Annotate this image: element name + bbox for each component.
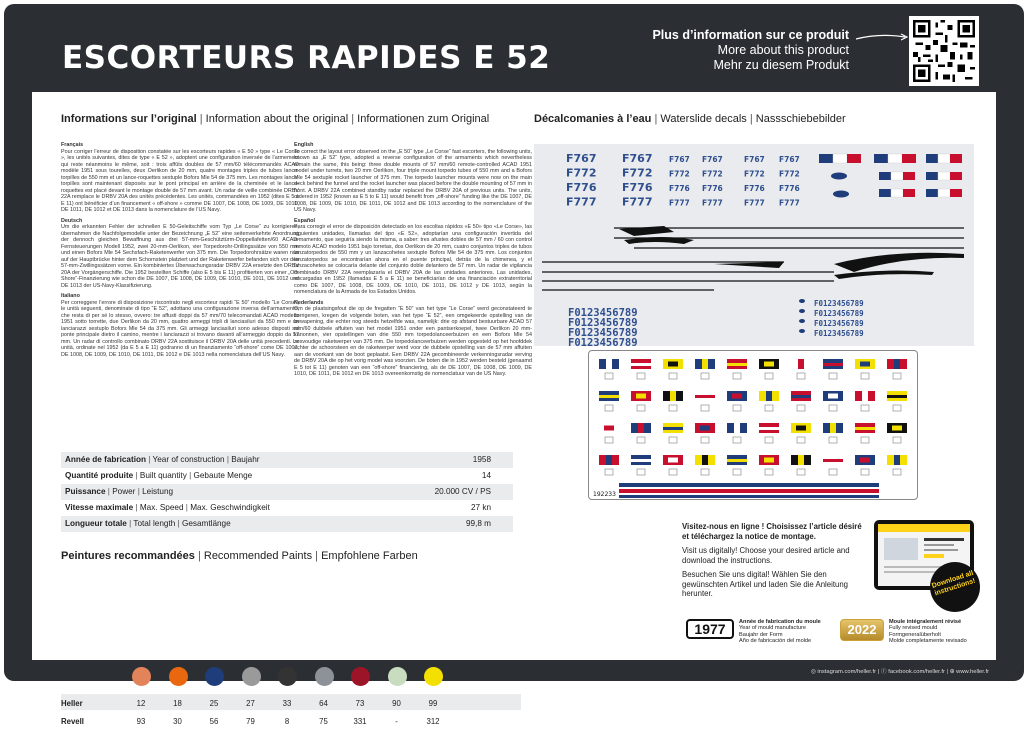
hull-code-decal: F772 <box>566 166 597 180</box>
hull-code-decal: F772 <box>779 169 800 179</box>
hull-code-decal: F776 <box>669 184 690 193</box>
signal-flag <box>663 391 683 411</box>
signal-flag <box>823 391 843 411</box>
digital-instructions-text <box>682 522 862 604</box>
qr-code[interactable] <box>909 16 979 86</box>
decals-heading: Décalcomanies à l’eau | Waterslide decals | Nassschiebebilder <box>534 113 846 125</box>
revell-code: 79 <box>246 717 255 726</box>
spec-row <box>61 468 513 484</box>
signal-flag <box>759 359 779 379</box>
revised-mould-fr: Moule intégralement révisé <box>889 619 962 625</box>
signal-flag <box>855 391 875 411</box>
arrow-right-icon <box>855 32 911 42</box>
spec-table <box>61 452 513 532</box>
hull-code-decal: F776 <box>744 184 765 193</box>
revell-code: 30 <box>173 717 182 726</box>
hull-code-decal: F776 <box>702 184 723 193</box>
signal-flag <box>727 455 747 475</box>
facebook-link[interactable]: facebook.com/heller.fr <box>888 669 945 675</box>
digit-decal-row: F0123456789 <box>568 327 638 339</box>
info-paragraph: Om de plaatsingsfout die op de fregatten “E 50” van het type “Le Corse” werd geconstateerd te corrigeren, kregen de volgende boten, van het type “E 52”, een omgekeerde opstelling van de bewapening, die echter nog steeds hetzelfde was, namelijk: drie op afstand bestuurbare ACAD 57 mm/60 dubbele affuiten van het model 1951 onder een pantserkoepel, twee Oerlikon 20 mm-kanonnen, vier opstellingen van drie 550 mm torpedolanceerbuizen en een Bofors Mle 54 zesvoudige raketwerper van 375 mm. De torpedolanceerbuizen werden opgesteld op het hoofddek achter de schoorsteen en de raketwerper werd voor de dubbele opstelling van de 57 mm affuiten aan de voorkant van de boot geplaatst. Een DRBV 22A gecombineerde verkenningsradar verving de DRBV 20A die op het vorig model was voorzien. De boten die in 1952 werden besteld (genaamd E 5 tot E 11) genoten van een “off-shore” financiering, als de DE 1007, DE 1008, DE 1009, DE 1010, DE 1011, DE 1012 en DE 1013 overeenkomstig de nomenclatuur van de US Navy. <box>294 306 532 377</box>
info-lang-heading: English <box>294 142 314 148</box>
decals-heading-fr: Décalcomanies à l’eau <box>534 113 652 125</box>
spec-value: 27 kn <box>470 503 491 512</box>
hull-code-decal: F767 <box>566 152 597 165</box>
revell-code: 93 <box>136 717 146 726</box>
info-heading-en: Information about the original <box>205 113 349 125</box>
info-heading: Informations sur l’original | Information about the original | Informationen zum Original <box>61 113 490 125</box>
mould-year-badge: 1977 <box>686 619 734 639</box>
spec-label: Longueur totale | Total length | Gesamtlänge <box>65 519 231 528</box>
decal-sheet <box>534 144 974 349</box>
paint-swatch <box>242 667 261 686</box>
paint-swatch <box>205 667 224 686</box>
signal-flag <box>855 359 875 379</box>
revised-mould-es: Molde completamente revisado <box>889 637 967 644</box>
decals-heading-en: Waterslide decals <box>660 113 747 125</box>
signal-flag <box>759 455 779 475</box>
signal-flag <box>695 391 715 411</box>
signal-flag <box>695 423 715 443</box>
qr-code-icon <box>913 20 975 82</box>
hull-code-decal: F777 <box>744 198 765 208</box>
hull-code-decal: F776 <box>779 184 800 193</box>
digit-decal-row: F0123456789 <box>568 337 638 349</box>
tricolour-stripe <box>619 489 879 493</box>
hull-code-decal: F767 <box>702 155 723 164</box>
mould-year-fr: Année de fabrication du moule <box>739 619 821 625</box>
hull-code-decal: F772 <box>622 166 653 180</box>
signal-flag <box>823 359 843 379</box>
signal-flag <box>887 455 907 475</box>
spec-row <box>61 484 513 500</box>
heller-code: 25 <box>209 699 219 708</box>
product-title: ESCORTEURS RAPIDES E 52 <box>62 40 551 76</box>
more-info-link[interactable] <box>652 28 849 73</box>
spec-value: 14 <box>481 471 491 480</box>
paint-swatch <box>315 667 334 686</box>
digit-decal-row: F0123456789 <box>568 307 638 319</box>
info-lang-heading: Español <box>294 217 315 224</box>
mould-year-es: Año de fabricación del molde <box>739 637 812 644</box>
spec-value: 1958 <box>472 455 491 464</box>
signal-flag <box>727 423 747 443</box>
paints-heading-fr: Peintures recommandées <box>61 550 195 562</box>
tricolour-stripe <box>619 483 879 487</box>
digit-decal-row: F0123456789 <box>568 317 638 329</box>
digital-text-fr: Visitez-nous en ligne ! Choisissez l’article désiré et téléchargez la notice de montage. <box>682 522 862 541</box>
revised-mould-text <box>889 619 967 644</box>
spec-value: 99,8 m <box>465 519 491 528</box>
info-column-left <box>61 142 299 358</box>
heller-code: 27 <box>246 699 255 708</box>
signal-flag <box>695 359 715 379</box>
spec-row <box>61 500 513 516</box>
more-info-en: More about this product <box>717 43 849 57</box>
digit-decal-row-small: F0123456789 <box>814 309 864 318</box>
signal-flag <box>599 423 619 443</box>
info-paragraph: Um die erkannten Fehler der schnellen E 50-Geleitschiffe vom Typ „Le Corse“ zu korrigieren, übernahmen die Nachfolgemodelle unter der Bezeichnung „E 52“ eine seitenverkehrte Anordnung der dennoch gleichen Bewaffnung aus drei 57-mm-Geschütztürm-Doppellafetten/60 ACAD-Fernsteuerungen Modell 1952, zwei 20-mm-Oerlikon, vier Torpedorohr-Drillingssätze von 550 mm und einen Bofors Mle 54 Sechsfach-Raketenwerfer von 375 mm. Die Torpedorohrsätze waren nun auf der Hauptbrücke hinter dem Schornstein platziert und der Raketenwerfer befanden sich vor den 57-mm-Zwillingssätzen vorne. Ein kombiniertes Überwachungsradar DRBV 22A ersetzte den DRBV 20A der Vorgängerschiffe. Die 1952 bestellten Schiffe (also E 5 bis E 11) profitierten von einer „Off-Shore“-Finanzierung wie schon die DE 1007, DE 1008, DE 1009, DE 1010, DE 1011, DE 1012 und DE 1013 der US-Navy-Klassifizierung. <box>61 224 299 289</box>
signal-flag-sheet <box>588 350 918 500</box>
signal-flag <box>791 391 811 411</box>
revell-label: Revell <box>61 717 84 726</box>
revell-code: 75 <box>319 717 328 726</box>
paints-heading: Peintures recommandées | Recommended Paints | Empfohlene Farben <box>61 550 418 562</box>
signal-flag <box>631 423 651 443</box>
hull-code-decal: F772 <box>702 169 723 179</box>
instagram-icon: ◎ <box>810 669 816 675</box>
heller-code: 73 <box>355 699 365 708</box>
social-links: ◎ instagram.com/heller.fr | ⓕ facebook.com/heller.fr | ⊕ www.heller.fr <box>810 669 989 675</box>
spec-value: 20.000 CV / PS <box>434 487 491 496</box>
info-lang-heading: Italiano <box>61 293 80 299</box>
signal-flag <box>727 391 747 411</box>
spec-label: Vitesse maximale | Max. Speed | Max. Geschwindigkeit <box>65 503 270 512</box>
revised-mould-de: Formgeneralüberholt <box>889 631 941 638</box>
info-paragraph: To correct the layout error observed on the „E 50“ type „Le Corse“ fast escorters, the following units, known as „E 52“ type, adopted a reverse configuration of the armaments which nevertheless remain the same, this being: three double mounts of 57 mm/60 remote-controlled ACAD 1951 model under turrets, two 20 mm Oerlikon, four triple mount torpedo tubes of 550 mm and a Bofors Mle 54 sextuple rocket launcher of 375 mm. The torpedo launcher mounts were now on the main deck behind the funnel and the rocket launcher was placed before the double mounting of 57 mm in front. A DRBV 22A combined standby radar replaced the DRBV 20A of previous units. The units, ordered in 1952 (known as E 5 to E 11) would benefit from „off-shore“ funding like the DE 1007, DE 1008, DE 1009, DE 1010, DE 1011, DE 1012 and DE 1013 according to the nomenclature of the US Navy. <box>294 148 532 213</box>
hull-code-decal: F767 <box>622 152 653 165</box>
digit-decal-row-small: F0123456789 <box>814 319 864 328</box>
signal-flag <box>791 455 811 475</box>
hull-code-decal: F772 <box>669 169 690 179</box>
signal-flag <box>727 359 747 379</box>
signal-flags-artwork <box>589 351 919 501</box>
hull-code-decal: F776 <box>566 181 597 194</box>
tricolour-stripe <box>619 495 879 498</box>
info-column-right <box>294 142 532 378</box>
signal-flag <box>663 359 683 379</box>
web-icon: ⊕ <box>949 669 955 675</box>
signal-flag <box>791 359 811 379</box>
website-link[interactable]: www.heller.fr <box>956 669 989 675</box>
spec-label: Puissance | Power | Leistung <box>65 487 174 496</box>
decal-sheet-artwork <box>534 144 974 349</box>
hull-code-decal: F776 <box>622 181 653 194</box>
info-lang-heading: Deutsch <box>61 217 83 224</box>
signal-flag <box>631 455 651 475</box>
spec-label: Quantité produite | Built quantity | Gebaute Menge <box>65 471 253 480</box>
signal-flag <box>631 391 651 411</box>
info-lang-heading: Français <box>61 142 84 148</box>
mould-year-de: Baujahr der Form <box>739 631 783 638</box>
download-instructions-badge[interactable]: Download all instructions! <box>923 555 986 618</box>
revell-code: 8 <box>284 717 290 726</box>
sheet-number: 192233 <box>593 491 616 498</box>
paints-heading-de: Empfohlene Farben <box>321 550 418 562</box>
hull-code-decal: F772 <box>744 169 765 179</box>
heller-label: Heller <box>61 699 83 708</box>
info-paragraph: Per correggere l’errore di disposizione riscontrato negli escorteur rapidi “E 50” modello “Le Corse”, le unità seguenti, denominate di tipo “E 52”, adottano una configurazione inversa dell’armamento, che resta di per sé lo stesso, ovvero: tre affusti doppi da 57 mm/70 telecomandati ACAD modello 1951 sotto torrette, due Oerlikon da 20 mm, quattro armeggi tripli di lanciasiluri da 550 mm e un lanciarazzi sestuplo Bofors Mle 54 da 375 mm. Gli armeggi lanciasiluri sono adesso disposti sul ponte principale dietro il camino, mentre i lanciarazzi si trovano davanti all’armeggio doppio da 57 mm. Un radar di controllo combinato DRBV 22A sostituisce il DRBV 20A delle unità precedenti. Le unità, ordinate nel 1952 (da E 5 a E 11) godranno di un finanziamento “off-shore” come DE 1007, DE 1008, DE 1009, DE 1010, DE 1011, DE 1012 e DE 1013 nella nomenclatura dell’US Navy. <box>61 299 299 358</box>
paint-swatch <box>132 667 151 686</box>
signal-flag <box>663 423 683 443</box>
heller-code: 64 <box>319 699 328 708</box>
paint-swatch <box>169 667 188 686</box>
instagram-link[interactable]: instagram.com/heller.fr <box>817 669 877 675</box>
signal-flag <box>855 455 875 475</box>
revell-code: 331 <box>353 717 367 726</box>
signal-flag <box>663 455 683 475</box>
paints-heading-en: Recommended Paints <box>203 550 313 562</box>
signal-flag <box>599 455 619 475</box>
spec-row <box>61 452 513 468</box>
mould-year-text <box>739 619 821 644</box>
info-heading-de: Informationen zum Original <box>357 113 490 125</box>
heller-code: 90 <box>392 699 401 708</box>
signal-flag <box>599 391 619 411</box>
hull-code-decal: F777 <box>779 198 800 208</box>
hull-code-decal: F777 <box>566 195 597 209</box>
signal-flag <box>599 359 619 379</box>
signal-flag <box>631 359 651 379</box>
revell-code: - <box>395 717 398 726</box>
digit-decal-row-small: F0123456789 <box>814 329 864 338</box>
heller-code: 12 <box>136 699 146 708</box>
more-info-fr: Plus d’information sur ce produit <box>652 28 849 42</box>
digit-decal-row-small: F0123456789 <box>814 299 864 308</box>
mould-year-en: Year of mould manufacture <box>739 625 806 632</box>
paint-swatch <box>278 667 297 686</box>
decals-heading-de: Nassschiebebilder <box>755 113 846 125</box>
hull-code-decal: F777 <box>702 198 723 208</box>
signal-flag <box>791 423 811 443</box>
hull-code-decal: F767 <box>744 155 765 164</box>
info-paragraph: Para corregir el error de disposición detectado en los escoltas rápidos «E 50» tipo «Le Corse», las siguientes unidades, llamadas del tipo «E 52», adoptarían una configuración invertida del armamento, que seguiría siendo la misma, a saber: tres afustes dobles de 57 mm / 60 con control remoto ACAD modelo 1951 bajo torretas, dos Oerlikon de 20 mm, cuatro conjuntos triples de tubos lanzatorpedos de 550 mm y un lanzacohetes sextuple Bofors Mle 54 de 375 mm. Los conjuntos lanzatorpedos se encontrarían ahora en el puente principal, detrás de la chimenea, y el lanzacohetes se colocaría delante del conjunto doble delantero de 57 mm. Un radar de vigilancia combinado DRBV 22A reemplazaría el DRBV 20A de las unidades anteriores. Las unidades, encargadas en 1952 (llamadas E 5 a E 11) se beneficiarían de una financiación extraterritorial como DE 1007, DE 1008, DE 1009, DE 1010, DE 1011, DE 1012 y DE 1013, según la nomenclatura de la Armada de los Estados Unidos. <box>294 224 532 295</box>
revised-mould-en: Fully revised mould <box>889 625 938 632</box>
digital-text-de: Besuchen Sie uns digital! Wählen Sie den gewünschten Artikel und laden Sie die Anleitung herunter. <box>682 570 849 598</box>
info-paragraph: Pour corriger l’erreur de disposition constatée sur les escorteurs rapides « E 50 » type « Le Corse », les unités suivantes, dites de type « E 52 », adoptent une configuration inversée de l’armement qui reste néanmoins le même, soit : trois affûts doubles de 57 mm/60 télécommandés ACAD modèle 1951 sous tourelles, deux Oerlikon de 20 mm, quatre montages triples de tubes lance-torpilles de 550 mm et un lance-roquettes sextuple Bofors Mle 54 de 375 mm. Les montages lance-torpilles sont maintenant disposés sur le pont principal en arrière de la cheminée et le lance-roquettes est placé devant le montage double de 57 mm avant. Un radar de veille combinée DRBV 22A remplace le DRBV 20A des unités précédentes. Les unités, commandées en 1952 (dites E 5 à E 11) ont bénéficier d’un financement « off-shore » comme DE 1007, DE 1008, DE 1009, DE 1010, DE 1011, DE 1012 et DE 1013 dans la nomenclature de l’US Navy. <box>61 148 299 213</box>
signal-flag <box>759 423 779 443</box>
paint-swatch <box>351 667 370 686</box>
paint-swatch <box>424 667 443 686</box>
digital-text-en: Visit us digitally! Choose your desired article and download the instructions. <box>682 546 850 565</box>
info-lang-heading: Nederlands <box>294 299 324 306</box>
hull-code-decal: F767 <box>779 155 800 164</box>
paint-swatch <box>388 667 407 686</box>
signal-flag <box>823 455 843 475</box>
hull-code-decal: F777 <box>669 198 690 208</box>
heller-code: 18 <box>173 699 182 708</box>
revell-code: 56 <box>209 717 219 726</box>
hull-code-decal: F767 <box>669 155 690 164</box>
hull-code-decal: F777 <box>622 195 653 209</box>
signal-flag <box>887 423 907 443</box>
more-info-de: Mehr zu diesem Produkt <box>713 58 849 72</box>
info-heading-fr: Informations sur l’original <box>61 113 197 125</box>
signal-flag <box>887 391 907 411</box>
revell-code: 312 <box>426 717 440 726</box>
box-back-panel <box>4 4 1024 726</box>
spec-label: Année de fabrication | Year of construction | Baujahr <box>65 455 260 464</box>
heller-code: 33 <box>282 699 292 708</box>
revised-mould-badge: 2022 <box>840 619 884 641</box>
signal-flag <box>759 391 779 411</box>
spec-row <box>61 516 513 532</box>
signal-flag <box>823 423 843 443</box>
heller-code: 99 <box>428 699 438 708</box>
signal-flag <box>855 423 875 443</box>
facebook-icon: ⓕ <box>880 669 887 675</box>
signal-flag <box>887 359 907 379</box>
signal-flag <box>695 455 715 475</box>
